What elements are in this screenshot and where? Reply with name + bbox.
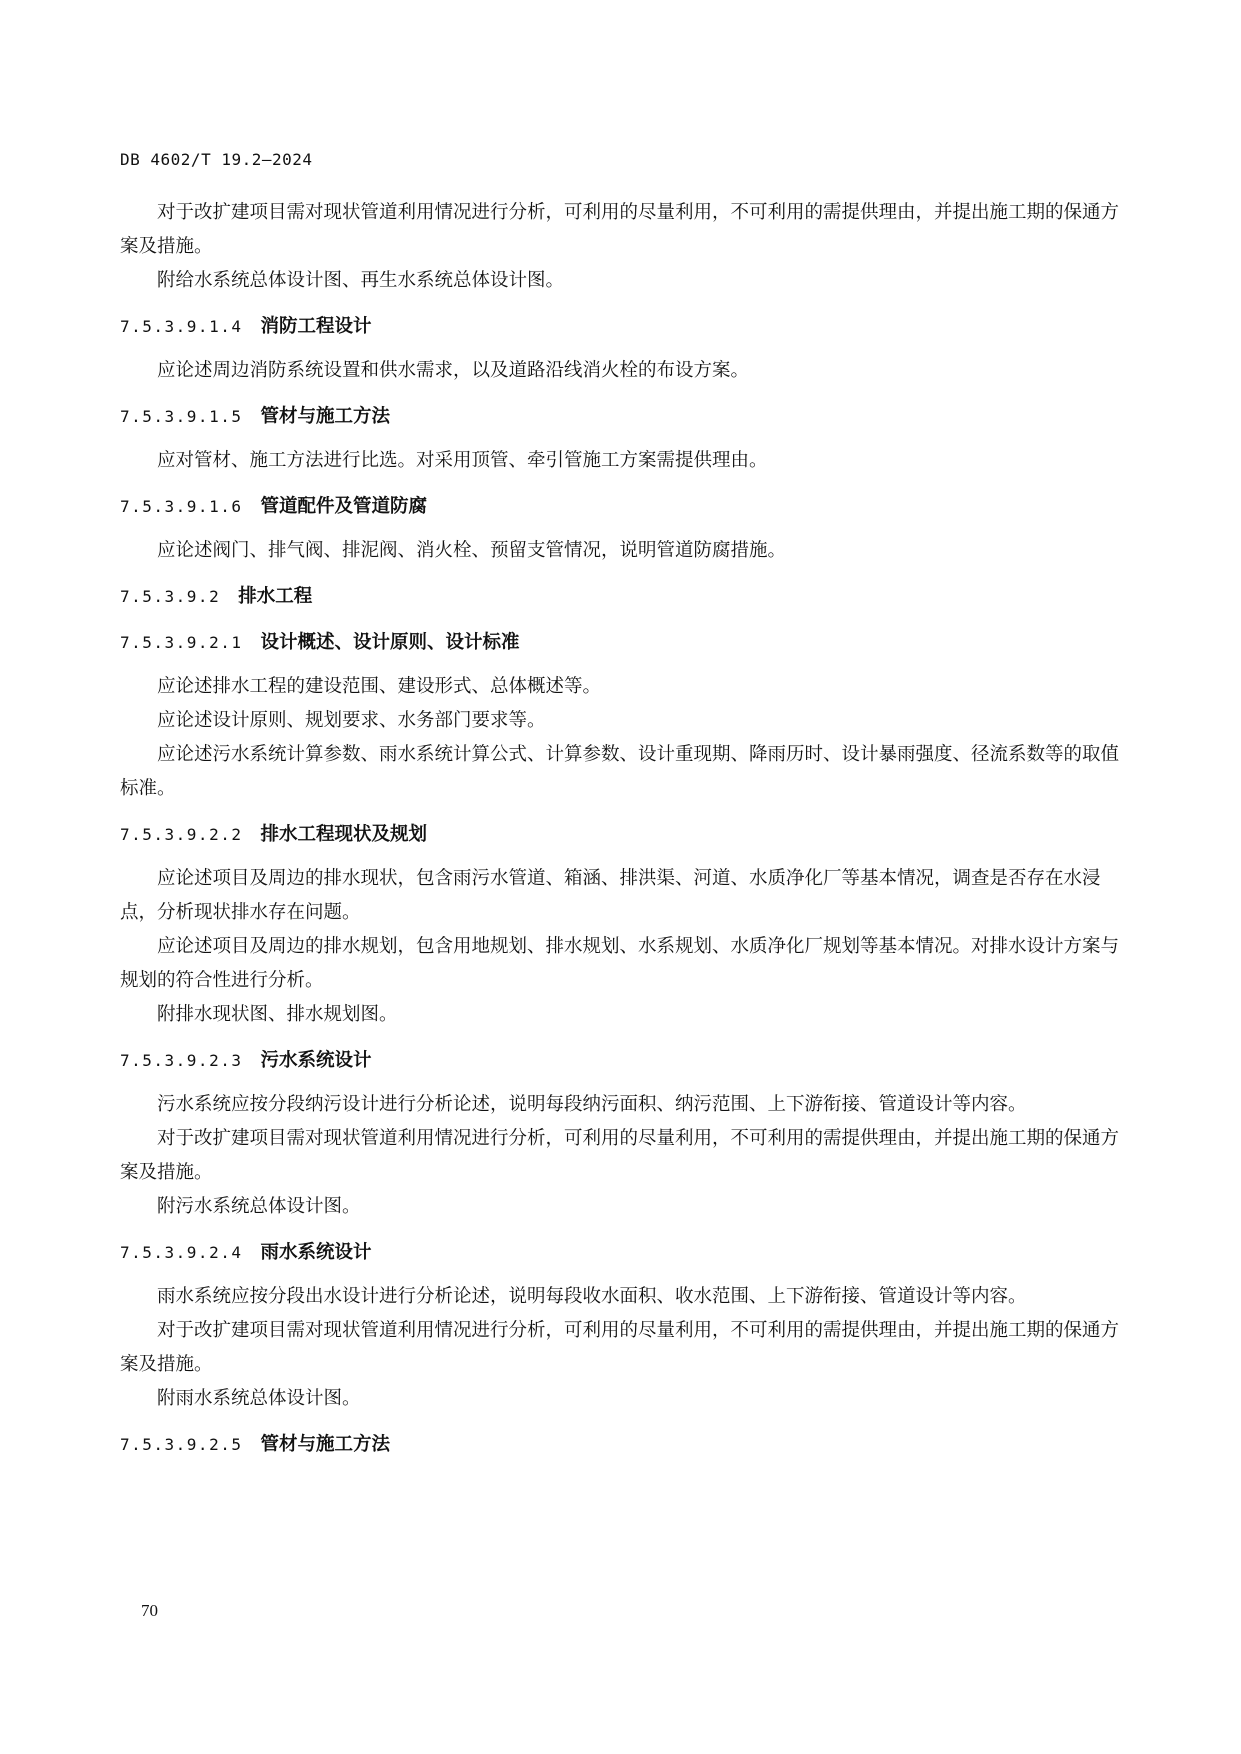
section-title: 排水工程现状及规划	[260, 824, 427, 845]
section-number: 7.5.3.9.2.5	[120, 1435, 243, 1454]
paragraph: 对于改扩建项目需对现状管道利用情况进行分析，可利用的尽量利用，不可利用的需提供理由，并提出施工期的保通方案及措施。	[120, 202, 1120, 257]
section-number: 7.5.3.9.1.6	[120, 497, 243, 516]
paragraph: 应论述项目及周边的排水规划，包含用地规划、排水规划、水系规划、水质净化厂规划等基本情况。对排水设计方案与规划的符合性进行分析。	[120, 936, 1120, 991]
section-title: 污水系统设计	[260, 1050, 372, 1071]
paragraph: 附雨水系统总体设计图。	[157, 1388, 361, 1409]
paragraph: 对于改扩建项目需对现状管道利用情况进行分析，可利用的尽量利用，不可利用的需提供理由，并提出施工期的保通方案及措施。	[120, 1320, 1120, 1375]
section-title: 雨水系统设计	[260, 1242, 372, 1263]
paragraph: 雨水系统应按分段出水设计进行分析论述，说明每段收水面积、收水范围、上下游衔接、管道设计等内容。	[157, 1286, 1027, 1307]
paragraph: 附污水系统总体设计图。	[157, 1196, 361, 1217]
section-title: 管材与施工方法	[260, 406, 390, 427]
section-number: 7.5.3.9.2.3	[120, 1051, 243, 1070]
section-heading	[120, 580, 1125, 614]
paragraph: 应论述设计原则、规划要求、水务部门要求等。	[157, 710, 546, 731]
section-heading	[120, 490, 1125, 524]
page-number: 70	[141, 1601, 158, 1620]
section-title: 设计概述、设计原则、设计标准	[260, 632, 520, 653]
section-number: 7.5.3.9.1.4	[120, 317, 243, 336]
section-number: 7.5.3.9.1.5	[120, 407, 243, 426]
standard-code: DB 4602/T 19.2—2024	[120, 150, 313, 169]
section-heading	[120, 626, 1125, 660]
paragraph: 附给水系统总体设计图、再生水系统总体设计图。	[157, 270, 565, 291]
section-title: 排水工程	[238, 586, 313, 607]
section-heading	[120, 310, 1125, 344]
section-heading	[120, 1236, 1125, 1270]
paragraph: 应论述排水工程的建设范围、建设形式、总体概述等。	[157, 676, 602, 697]
paragraph: 附排水现状图、排水规划图。	[157, 1004, 398, 1025]
section-number: 7.5.3.9.2.2	[120, 825, 243, 844]
paragraph: 应论述项目及周边的排水现状，包含雨污水管道、箱涵、排洪渠、河道、水质净化厂等基本情况，调查是否存在水浸点，分析现状排水存在问题。	[120, 868, 1101, 923]
section-heading	[120, 1428, 1125, 1462]
paragraph: 应论述周边消防系统设置和供水需求，以及道路沿线消火栓的布设方案。	[157, 360, 750, 381]
section-title: 管道配件及管道防腐	[260, 496, 427, 517]
paragraph: 应论述污水系统计算参数、雨水系统计算公式、计算参数、设计重现期、降雨历时、设计暴雨强度、径流系数等的取值标准。	[120, 744, 1120, 799]
section-number: 7.5.3.9.2	[120, 587, 221, 606]
section-title: 管材与施工方法	[260, 1434, 390, 1455]
paragraph: 对于改扩建项目需对现状管道利用情况进行分析，可利用的尽量利用，不可利用的需提供理由，并提出施工期的保通方案及措施。	[120, 1128, 1120, 1183]
section-number: 7.5.3.9.2.1	[120, 633, 243, 652]
section-heading	[120, 400, 1125, 434]
section-heading	[120, 1044, 1125, 1078]
section-number: 7.5.3.9.2.4	[120, 1243, 243, 1262]
paragraph: 应论述阀门、排气阀、排泥阀、消火栓、预留支管情况，说明管道防腐措施。	[157, 540, 787, 561]
section-heading	[120, 818, 1125, 852]
section-title: 消防工程设计	[260, 316, 372, 337]
document-body	[120, 196, 1125, 1472]
paragraph: 应对管材、施工方法进行比选。对采用顶管、牵引管施工方案需提供理由。	[157, 450, 768, 471]
paragraph: 污水系统应按分段纳污设计进行分析论述，说明每段纳污面积、纳污范围、上下游衔接、管道设计等内容。	[157, 1094, 1027, 1115]
